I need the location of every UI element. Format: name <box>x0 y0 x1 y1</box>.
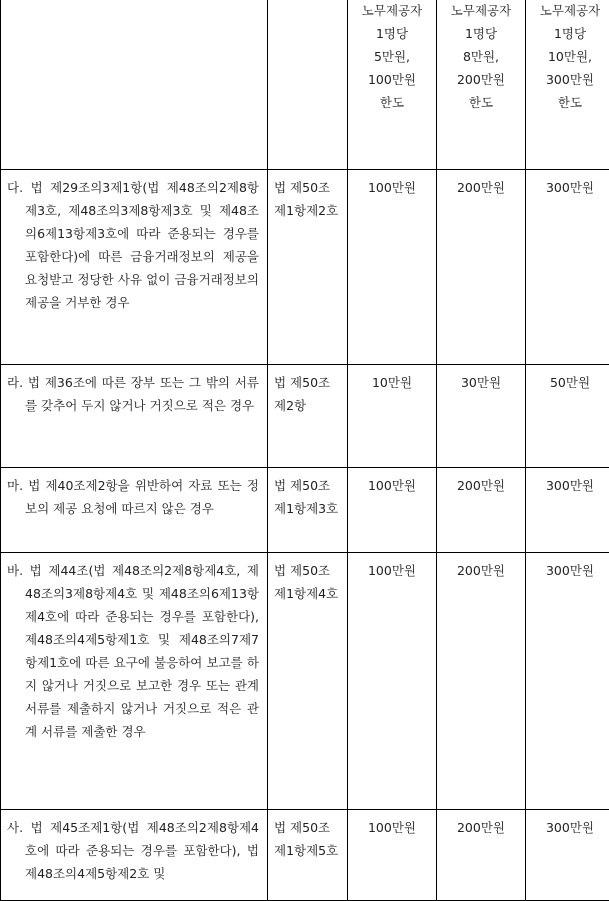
violation-cell <box>1 468 268 553</box>
amount-text: 300만원 <box>526 810 609 839</box>
amount-cell <box>348 553 437 810</box>
header-cell-limit <box>437 0 526 170</box>
table-row <box>1 468 609 553</box>
header-cell-limit <box>348 0 437 170</box>
amount-cell <box>526 810 609 901</box>
header-cell-empty <box>1 0 268 170</box>
violation-cell <box>1 810 268 901</box>
amount-text: 200만원 <box>437 170 525 199</box>
amount-cell <box>348 365 437 468</box>
amount-cell <box>348 468 437 553</box>
violation-cell <box>1 553 268 810</box>
violation-text: 다. 법 제29조의3제1항(법 제48조의2제8항제3호, 제48조의3제8항제3호 및 제48조의6제13항제3호에 따라 준용되는 경우를 포함한다)에 따른 금융거래정보의 제공을 요청받고 정당한 사유 없이 금융거래정보의 제공을 거부한 경우 <box>1 170 267 314</box>
amount-text: 100만원 <box>348 170 436 199</box>
amount-cell <box>526 365 609 468</box>
violation-text: 바. 법 제44조(법 제48조의2제8항제4호, 제48조의3제8항제4호 및 제48조의6제13항제4호에 따라 준용되는 경우를 포함한다), 제48조의4제5항제1호 및 제48조의7제7항제1호에 따른 요구에 불응하여 보고를 하지 않거나 거짓으로 보고한 경우 또는 관계 서류를 제출하지 않거나 거짓으로 적은 관계 서류를 제출한 경우 <box>1 553 267 743</box>
violation-cell <box>1 170 268 365</box>
provision-text: 법 제50조 제1항제3호 <box>268 468 347 520</box>
violation-text: 마. 법 제40조제2항을 위반하여 자료 또는 정보의 제공 요청에 따르지 않은 경우 <box>1 468 267 520</box>
amount-text: 300만원 <box>526 553 609 582</box>
provision-text: 법 제50조 제1항제4호 <box>268 553 347 605</box>
table-row <box>1 810 609 901</box>
provision-cell <box>268 810 348 901</box>
amount-cell <box>526 170 609 365</box>
amount-cell <box>348 810 437 901</box>
violation-text: 사. 법 제45조제1항(법 제48조의2제8항제4호에 따라 준용되는 경우를 포함한다), 법 제48조의4제5항제2호 및 <box>1 810 267 885</box>
provision-cell <box>268 170 348 365</box>
amount-text: 300만원 <box>526 170 609 199</box>
amount-text: 50만원 <box>526 365 609 394</box>
amount-cell <box>526 468 609 553</box>
table-row <box>1 170 609 365</box>
provision-cell <box>268 553 348 810</box>
amount-text: 10만원 <box>348 365 436 394</box>
amount-text: 300만원 <box>526 468 609 497</box>
header-cell-empty <box>268 0 348 170</box>
amount-cell <box>348 170 437 365</box>
provision-text: 법 제50조 제2항 <box>268 365 347 417</box>
header-limit-text: 노무제공자 1명당 5만원, 100만원 한도 <box>348 0 436 114</box>
amount-cell <box>437 553 526 810</box>
amount-text: 100만원 <box>348 468 436 497</box>
table-header-row <box>1 0 609 170</box>
provision-text: 법 제50조 제1항제5호 <box>268 810 347 862</box>
amount-cell <box>526 553 609 810</box>
provision-cell <box>268 468 348 553</box>
amount-cell <box>437 170 526 365</box>
header-limit-text: 노무제공자 1명당 10만원, 300만원 한도 <box>526 0 609 114</box>
amount-text: 30만원 <box>437 365 525 394</box>
amount-cell <box>437 468 526 553</box>
table-row <box>1 365 609 468</box>
amount-cell <box>437 810 526 901</box>
violation-text: 라. 법 제36조에 따른 장부 또는 그 밖의 서류를 갖추어 두지 않거나 거짓으로 적은 경우 <box>1 365 267 417</box>
violation-cell <box>1 365 268 468</box>
header-limit-text: 노무제공자 1명당 8만원, 200만원 한도 <box>437 0 525 114</box>
amount-text: 100만원 <box>348 810 436 839</box>
amount-text: 200만원 <box>437 553 525 582</box>
amount-text: 200만원 <box>437 468 525 497</box>
provision-cell <box>268 365 348 468</box>
amount-text: 100만원 <box>348 553 436 582</box>
provision-text: 법 제50조 제1항제2호 <box>268 170 347 222</box>
header-cell-limit <box>526 0 609 170</box>
amount-text: 200만원 <box>437 810 525 839</box>
amount-cell <box>437 365 526 468</box>
table-row <box>1 553 609 810</box>
